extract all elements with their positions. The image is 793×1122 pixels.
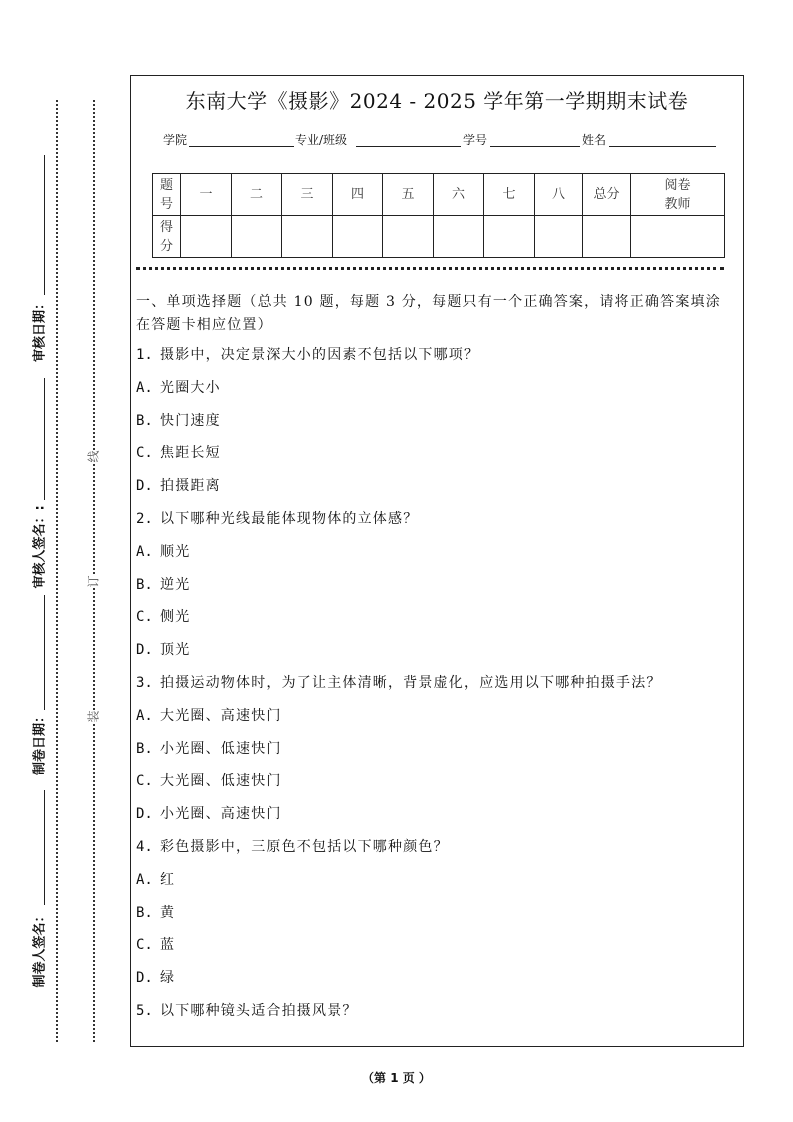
option-item[interactable] [136, 739, 282, 759]
option-letter: C. [136, 609, 153, 626]
option-letter: D. [136, 478, 153, 495]
question-number: 5. [136, 1003, 153, 1019]
option-letter: B. [136, 576, 153, 593]
option-item[interactable] [136, 903, 175, 923]
question-number: 2. [136, 511, 153, 527]
option-text: 光圈大小 [160, 379, 221, 396]
score-cell[interactable] [282, 216, 333, 258]
col-header: 四 [333, 174, 383, 216]
score-cell[interactable] [383, 216, 434, 258]
reviewer-signature-label: 审核人签名：: [32, 505, 48, 589]
col-header: 六 [434, 174, 484, 216]
option-text: 小光圈、低速快门 [160, 740, 282, 757]
option-letter: A. [136, 379, 153, 396]
row-label-text: 题号 [159, 177, 173, 212]
college-field[interactable] [189, 146, 294, 147]
option-letter: D. [136, 642, 153, 659]
question-number: 4. [136, 839, 153, 855]
question-stem: 以下哪种光线最能体现物体的立体感？ [160, 511, 419, 527]
option-item[interactable] [136, 443, 221, 463]
exam-title: 东南大学《摄影》2024 - 2025 学年第一学期期末试卷 [185, 89, 689, 113]
option-item[interactable] [136, 804, 282, 824]
student-id-field[interactable] [490, 146, 580, 147]
question-stem: 以下哪种镜头适合拍摄风景？ [160, 1003, 358, 1019]
col-header: 七 [484, 174, 535, 216]
student-id-label: 学号 [463, 133, 488, 147]
row-label-text: 得分 [159, 219, 173, 254]
option-item[interactable] [136, 607, 190, 627]
question-item [136, 509, 418, 529]
option-letter: C. [136, 937, 153, 954]
option-item[interactable] [136, 378, 221, 398]
option-text: 逆光 [160, 576, 191, 593]
score-cell[interactable] [484, 216, 535, 258]
binding-dotted-line-inner [93, 100, 95, 1042]
option-letter: C. [136, 445, 153, 462]
option-text: 绿 [160, 970, 176, 987]
score-cell[interactable] [583, 216, 631, 258]
option-item[interactable] [136, 706, 282, 726]
question-item [136, 673, 662, 693]
score-cell[interactable] [333, 216, 383, 258]
option-letter: B. [136, 412, 153, 429]
option-letter: B. [136, 904, 153, 921]
reviewer-signature-line [44, 378, 45, 500]
major-class-label: 专业/班级 [295, 133, 348, 147]
option-item[interactable] [136, 968, 175, 988]
option-text: 大光圈、低速快门 [160, 773, 282, 790]
option-text: 快门速度 [160, 412, 221, 429]
name-label: 姓名 [582, 133, 607, 147]
option-text: 焦距长短 [160, 445, 221, 462]
option-letter: D. [136, 806, 153, 823]
score-table-score-row [153, 216, 725, 258]
option-item[interactable] [136, 476, 221, 496]
score-cell[interactable] [181, 216, 232, 258]
review-date-label: 审核日期： [32, 297, 48, 363]
name-field[interactable] [609, 146, 716, 147]
col-header: 五 [383, 174, 434, 216]
option-letter: A. [136, 707, 153, 724]
major-class-field[interactable] [356, 146, 461, 147]
option-letter: A. [136, 543, 153, 560]
option-item[interactable] [136, 640, 190, 660]
option-text: 拍摄距离 [160, 478, 221, 495]
binding-mark-bind: 装 [83, 710, 104, 722]
option-text: 小光圈、高速快门 [160, 806, 282, 823]
question-stem: 摄影中，决定景深大小的因素不包括以下哪项？ [160, 347, 480, 363]
row-label-question-no [153, 174, 181, 216]
col-header-grader [631, 174, 725, 216]
binding-dotted-line-outer [56, 100, 58, 1042]
option-text: 侧光 [160, 609, 191, 626]
col-header: 二 [232, 174, 282, 216]
option-item[interactable] [136, 870, 175, 890]
make-date-label: 制卷日期： [32, 710, 48, 776]
grader-cell[interactable] [631, 216, 725, 258]
option-text: 顶光 [160, 642, 191, 659]
page-number: （第 1 页 ） [362, 1071, 431, 1085]
option-item[interactable] [136, 575, 190, 595]
option-letter: D. [136, 970, 153, 987]
col-header: 三 [282, 174, 333, 216]
binding-mark-line: 线 [83, 450, 104, 462]
score-cell[interactable] [434, 216, 484, 258]
option-letter: A. [136, 871, 153, 888]
score-cell[interactable] [232, 216, 282, 258]
option-text: 顺光 [160, 543, 191, 560]
score-cell[interactable] [535, 216, 583, 258]
college-label: 学院 [163, 133, 188, 147]
option-item[interactable] [136, 411, 221, 431]
option-letter: C. [136, 773, 153, 790]
score-table-header-row [153, 174, 725, 216]
question-number: 3. [136, 675, 153, 691]
option-item[interactable] [136, 542, 190, 562]
grader-text: 阅卷教师 [664, 177, 691, 212]
question-item [136, 1001, 358, 1021]
option-text: 黄 [160, 904, 176, 921]
seal-dotted-separator [136, 267, 724, 270]
option-text: 蓝 [160, 937, 176, 954]
make-date-line [44, 595, 45, 710]
option-text: 大光圈、高速快门 [160, 707, 282, 724]
section-heading: 一、单项选择题（总共 10 题，每题 3 分，每题只有一个正确答案，请将正确答案填涂在答题卡相应位置） [136, 294, 721, 333]
maker-signature-label: 制卷人签名： [32, 909, 48, 988]
row-label-score [153, 216, 181, 258]
option-text: 红 [160, 871, 176, 888]
col-header: 八 [535, 174, 583, 216]
question-stem: 彩色摄影中，三原色不包括以下哪种颜色？ [160, 839, 449, 855]
option-item[interactable] [136, 771, 282, 791]
col-header: 总分 [583, 174, 631, 216]
question-stem: 拍摄运动物体时，为了让主体清晰，背景虚化，应选用以下哪种拍摄手法？ [160, 675, 662, 691]
binding-mark-staple: 订 [83, 575, 104, 587]
option-item[interactable] [136, 935, 175, 955]
col-header: 一 [181, 174, 232, 216]
review-date-line [44, 155, 45, 295]
maker-signature-line [44, 790, 45, 905]
score-table [152, 173, 725, 258]
question-item [136, 345, 479, 365]
question-number: 1. [136, 347, 153, 363]
question-item [136, 837, 449, 857]
option-letter: B. [136, 740, 153, 757]
